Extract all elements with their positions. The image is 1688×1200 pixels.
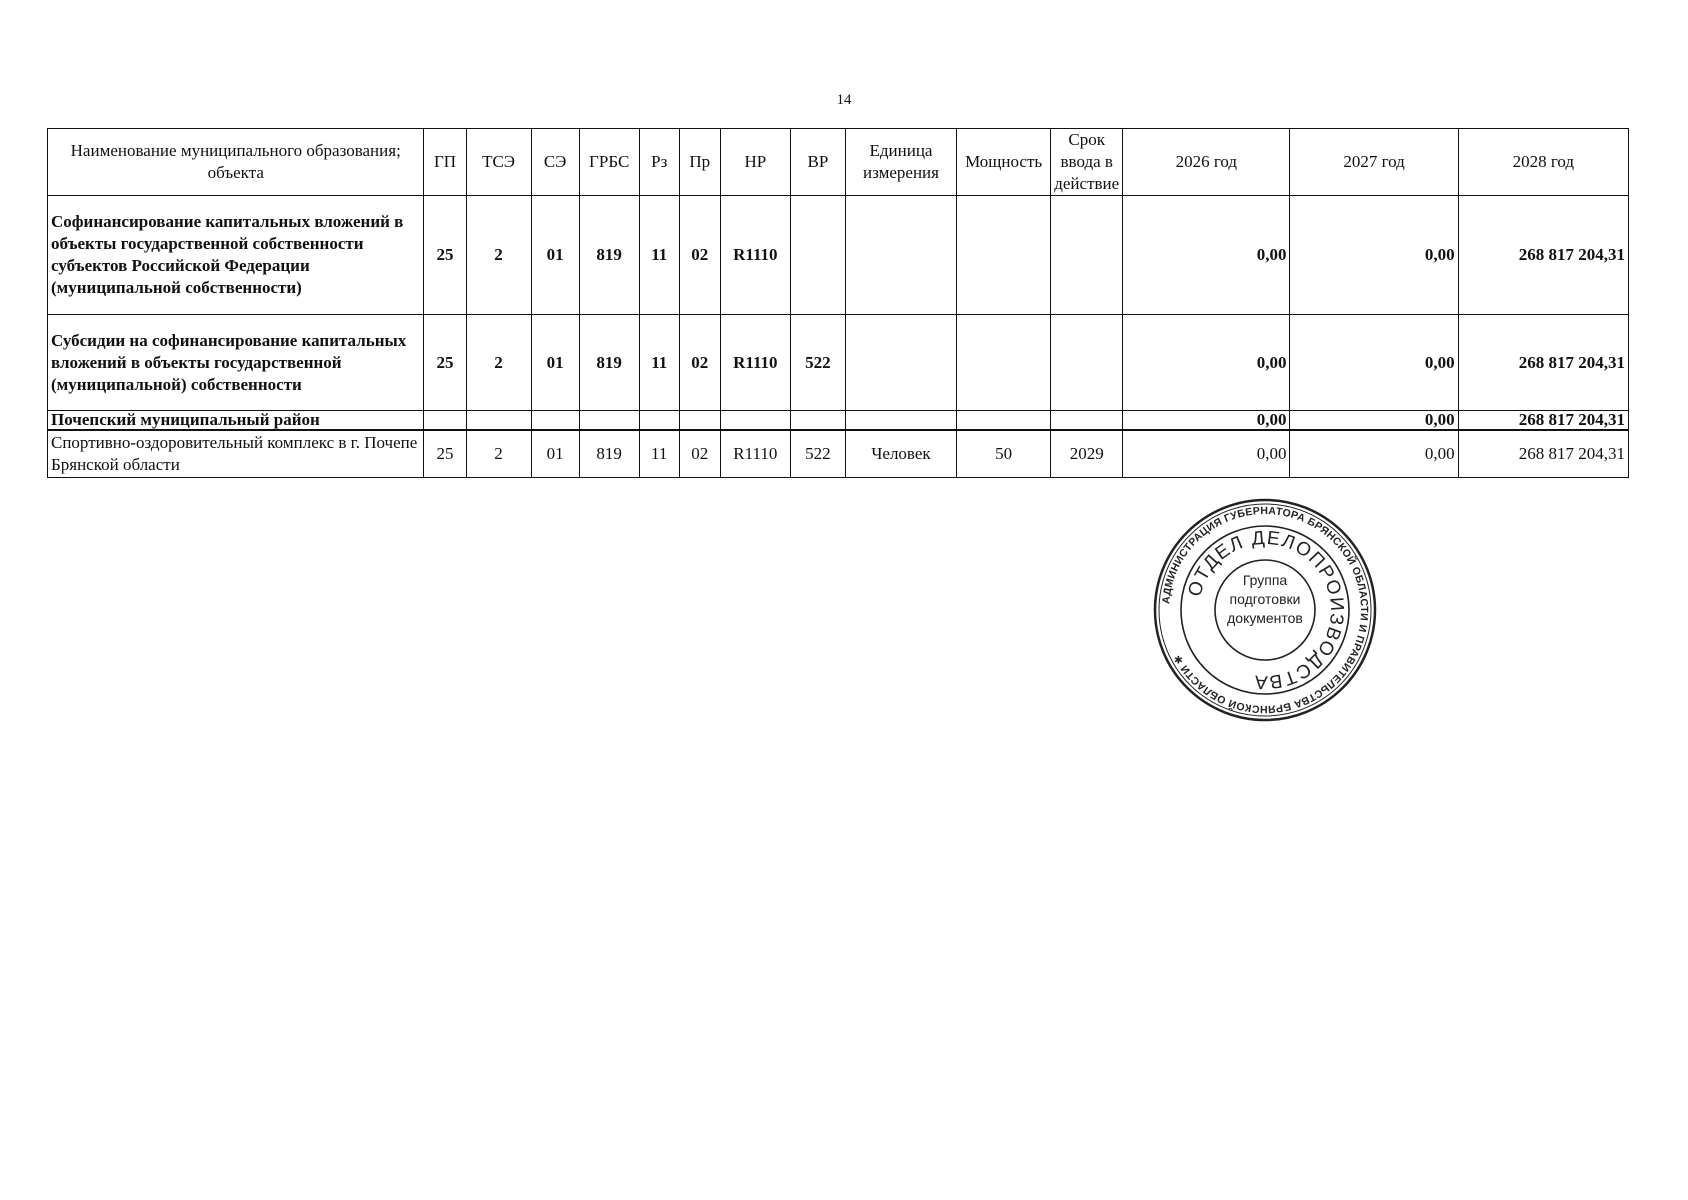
row-capacity: 50 — [957, 430, 1051, 478]
row-tse: 2 — [466, 430, 531, 478]
row-pr: 02 — [679, 315, 720, 411]
row-grbs: 819 — [579, 315, 639, 411]
table-header-row — [48, 129, 1629, 196]
header-vr: ВР — [790, 129, 845, 196]
row-gp: 25 — [424, 430, 466, 478]
row-unit — [845, 196, 956, 315]
row-unit — [845, 411, 956, 431]
row-pr — [679, 411, 720, 431]
row-2027: 0,00 — [1290, 411, 1458, 431]
row-2028: 268 817 204,31 — [1458, 411, 1628, 431]
header-gp: ГП — [424, 129, 466, 196]
row-se — [531, 411, 579, 431]
header-2028: 2028 год — [1458, 129, 1628, 196]
table-row — [48, 411, 1629, 431]
row-2027: 0,00 — [1290, 430, 1458, 478]
row-nr: R1110 — [720, 315, 790, 411]
header-grbs: ГРБС — [579, 129, 639, 196]
header-rz: Рз — [639, 129, 679, 196]
row-unit — [845, 315, 956, 411]
row-pr: 02 — [679, 196, 720, 315]
row-vr: 522 — [790, 430, 845, 478]
row-nr: R1110 — [720, 430, 790, 478]
header-2027: 2027 год — [1290, 129, 1458, 196]
row-vr — [790, 411, 845, 431]
row-gp: 25 — [424, 196, 466, 315]
row-tse: 2 — [466, 196, 531, 315]
header-unit: Единица измерения — [845, 129, 956, 196]
row-grbs: 819 — [579, 196, 639, 315]
row-2026: 0,00 — [1123, 196, 1290, 315]
table-row — [48, 196, 1629, 315]
row-nr: R1110 — [720, 196, 790, 315]
header-se: СЭ — [531, 129, 579, 196]
row-name: Субсидии на софинансирование капитальных вложений в объекты государственной (муниципальной) собственности — [48, 315, 424, 411]
stamp-inner-text: ОТДЕЛ ДЕЛОПРОИЗВОДСТВА — [1184, 527, 1348, 693]
office-stamp — [1150, 495, 1380, 725]
stamp-center-line: подготовки — [1229, 591, 1301, 607]
row-capacity — [957, 196, 1051, 315]
row-grbs: 819 — [579, 430, 639, 478]
row-tse — [466, 411, 531, 431]
budget-table — [47, 128, 1629, 478]
row-2028: 268 817 204,31 — [1458, 315, 1628, 411]
header-pr: Пр — [679, 129, 720, 196]
row-term: 2029 — [1051, 430, 1123, 478]
stamp-center-text — [1215, 571, 1315, 628]
row-2026: 0,00 — [1123, 430, 1290, 478]
page-number: 14 — [836, 92, 852, 108]
row-2027: 0,00 — [1290, 315, 1458, 411]
header-tse: ТСЭ — [466, 129, 531, 196]
row-nr — [720, 411, 790, 431]
row-unit: Человек — [845, 430, 956, 478]
header-2026: 2026 год — [1123, 129, 1290, 196]
row-2026: 0,00 — [1123, 315, 1290, 411]
row-rz: 11 — [639, 196, 679, 315]
row-gp — [424, 411, 466, 431]
table-row — [48, 315, 1629, 411]
table-row — [48, 430, 1629, 478]
row-gp: 25 — [424, 315, 466, 411]
row-se: 01 — [531, 196, 579, 315]
row-name: Софинансирование капитальных вложений в объекты государственной собственности субъектов Российской Федерации (муниципальной собственности) — [48, 196, 424, 315]
stamp-center-line: Группа — [1242, 572, 1288, 588]
row-vr: 522 — [790, 315, 845, 411]
row-capacity — [957, 315, 1051, 411]
row-name: Спортивно-оздоровительный комплекс в г. Почепе Брянской области — [48, 430, 424, 478]
row-2026: 0,00 — [1123, 411, 1290, 431]
header-nr: НР — [720, 129, 790, 196]
row-2028: 268 817 204,31 — [1458, 196, 1628, 315]
header-capacity: Мощность — [957, 129, 1051, 196]
row-vr — [790, 196, 845, 315]
row-grbs — [579, 411, 639, 431]
stamp-outer-text: АДМИНИСТРАЦИЯ ГУБЕРНАТОРА БРЯНСКОЙ ОБЛАСТИ И ПРАВИТЕЛЬСТВА БРЯНСКОЙ ОБЛАСТИ ✱ — [1160, 504, 1371, 716]
row-term — [1051, 411, 1123, 431]
row-se: 01 — [531, 430, 579, 478]
row-rz: 11 — [639, 430, 679, 478]
row-term — [1051, 196, 1123, 315]
row-capacity — [957, 411, 1051, 431]
row-2028: 268 817 204,31 — [1458, 430, 1628, 478]
row-pr: 02 — [679, 430, 720, 478]
row-tse: 2 — [466, 315, 531, 411]
row-rz — [639, 411, 679, 431]
stamp-center-line: документов — [1227, 610, 1303, 626]
row-term — [1051, 315, 1123, 411]
row-2027: 0,00 — [1290, 196, 1458, 315]
header-term: Срок ввода в действие — [1051, 129, 1123, 196]
row-rz: 11 — [639, 315, 679, 411]
row-se: 01 — [531, 315, 579, 411]
row-name: Почепский муниципальный район — [48, 411, 424, 431]
header-name: Наименование муниципального образования; объекта — [48, 129, 424, 196]
